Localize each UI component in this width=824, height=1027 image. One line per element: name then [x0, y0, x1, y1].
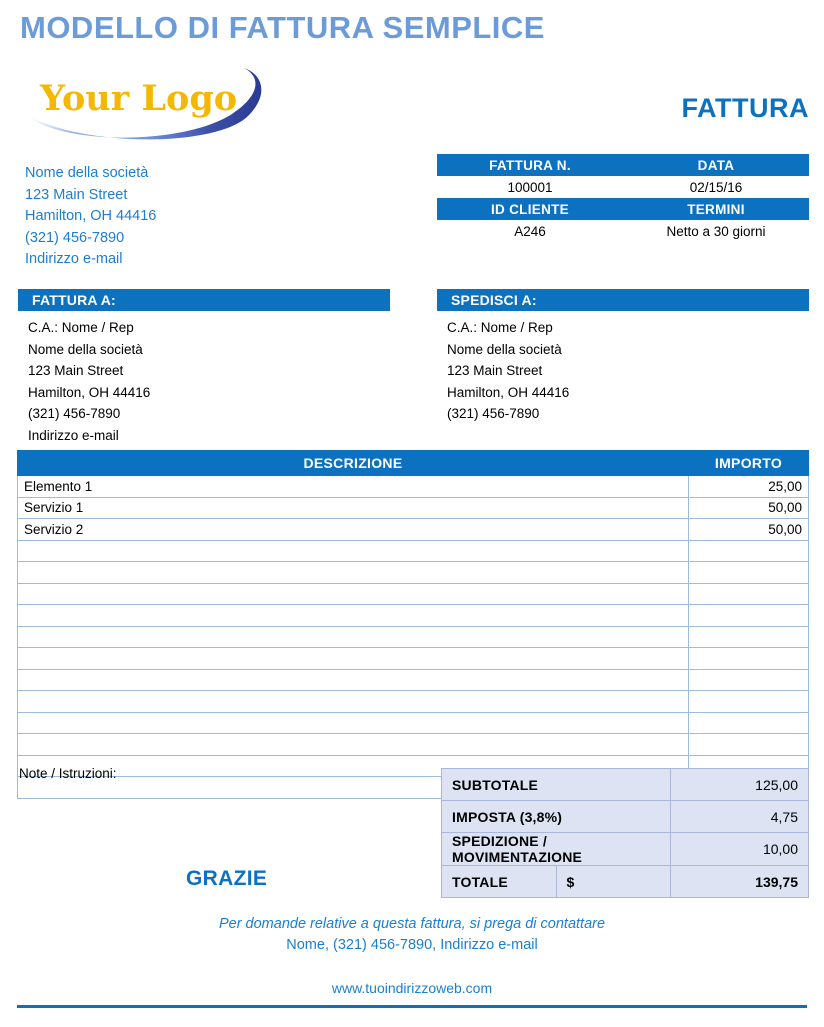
item-amount-cell[interactable]	[689, 734, 809, 756]
item-description-cell[interactable]	[18, 734, 689, 756]
table-row	[18, 562, 809, 584]
meta-value-row	[437, 176, 809, 198]
item-amount-cell[interactable]: 50,00	[689, 497, 809, 519]
tax-row	[442, 801, 809, 833]
line-items-head	[18, 451, 809, 476]
item-amount-cell[interactable]	[689, 562, 809, 584]
sender-line: Indirizzo e-mail	[25, 251, 123, 267]
ship-to-line[interactable]: 123 Main Street	[447, 363, 543, 378]
item-amount-cell[interactable]	[689, 605, 809, 627]
bill-to-body	[18, 311, 390, 446]
logo-text: Your Logo	[40, 78, 238, 119]
line-items-header-row	[18, 451, 809, 476]
table-row	[18, 669, 809, 691]
subtotal-label: SUBTOTALE	[442, 769, 671, 801]
item-amount-cell[interactable]	[689, 648, 809, 670]
bill-to-block	[18, 289, 390, 446]
meta-header-row-2	[437, 198, 809, 220]
table-row	[18, 734, 809, 756]
item-description-cell[interactable]	[18, 583, 689, 605]
item-description-cell[interactable]	[18, 648, 689, 670]
customer-id-label: ID CLIENTE	[437, 198, 623, 220]
table-row	[18, 540, 809, 562]
ship-to-line[interactable]: Hamilton, OH 44416	[447, 384, 570, 400]
terms-value[interactable]: Netto a 30 giorni	[623, 220, 809, 242]
totals-table	[441, 768, 809, 898]
item-description-cell[interactable]	[18, 626, 689, 648]
footer-contact-prompt: Per domande relative a questa fattura, si prega di contattare	[218, 916, 606, 932]
invoice-heading: FATTURA	[681, 93, 809, 123]
total-label: TOTALE	[442, 866, 557, 898]
company-logo	[22, 62, 292, 142]
invoice-date-value[interactable]: 02/15/16	[623, 176, 809, 198]
item-amount-cell[interactable]	[689, 691, 809, 713]
invoice-number-label: FATTURA N.	[437, 154, 623, 176]
meta-value-row-2	[437, 220, 809, 242]
table-row	[18, 497, 809, 519]
bill-to-line[interactable]: Nome della società	[28, 341, 143, 357]
item-amount-cell[interactable]	[689, 626, 809, 648]
footer-divider	[17, 1005, 807, 1008]
ship-to-line[interactable]: Nome della società	[447, 341, 562, 357]
sender-line: Nome della società	[25, 165, 149, 181]
tax-label: IMPOSTA (3,8%)	[442, 801, 671, 833]
subtotal-row	[442, 769, 809, 801]
table-row	[18, 605, 809, 627]
item-description-cell[interactable]: Servizio 1	[18, 497, 689, 519]
table-row	[18, 626, 809, 648]
bill-to-line[interactable]: 123 Main Street	[28, 363, 124, 378]
bill-to-line[interactable]: Indirizzo e-mail	[28, 427, 119, 443]
column-header-description: DESCRIZIONE	[18, 451, 689, 476]
sender-line: 123 Main Street	[25, 186, 128, 203]
table-row	[18, 583, 809, 605]
tax-value: 4,75	[671, 801, 809, 833]
sender-line: (321) 456-7890	[25, 229, 125, 246]
thank-you-text: GRAZIE	[186, 867, 268, 890]
line-items-table	[17, 450, 809, 799]
item-description-cell[interactable]	[18, 540, 689, 562]
footer-block	[0, 916, 824, 996]
invoice-number-value[interactable]: 100001	[437, 176, 623, 198]
item-amount-cell[interactable]	[689, 712, 809, 734]
logo-svg	[22, 62, 292, 142]
item-description-cell[interactable]	[18, 562, 689, 584]
bill-to-heading: FATTURA A:	[18, 289, 390, 311]
total-row	[442, 866, 809, 898]
item-description-cell[interactable]: Servizio 2	[18, 519, 689, 541]
ship-to-block	[437, 289, 809, 425]
item-description-cell[interactable]	[18, 691, 689, 713]
item-amount-cell[interactable]	[689, 583, 809, 605]
meta-header-row	[437, 154, 809, 176]
invoice-date-label: DATA	[623, 154, 809, 176]
shipping-value[interactable]: 10,00	[671, 833, 809, 866]
table-row	[18, 648, 809, 670]
ship-to-line[interactable]: C.A.: Nome / Rep	[447, 320, 553, 335]
page-title: MODELLO DI FATTURA SEMPLICE	[20, 10, 545, 45]
item-description-cell[interactable]	[18, 605, 689, 627]
shipping-row	[442, 833, 809, 866]
subtotal-value: 125,00	[671, 769, 809, 801]
sender-line: Hamilton, OH 44416	[25, 208, 157, 224]
footer-website[interactable]: www.tuoindirizzoweb.com	[331, 980, 493, 996]
item-description-cell[interactable]	[18, 669, 689, 691]
table-row	[18, 691, 809, 713]
column-header-amount: IMPORTO	[689, 451, 809, 476]
bill-to-line[interactable]: Hamilton, OH 44416	[28, 384, 151, 400]
item-amount-cell[interactable]	[689, 540, 809, 562]
item-amount-cell[interactable]: 50,00	[689, 519, 809, 541]
shipping-label: SPEDIZIONE / MOVIMENTAZIONE	[442, 833, 671, 866]
bill-to-line[interactable]: C.A.: Nome / Rep	[28, 320, 134, 335]
item-description-cell[interactable]: Elemento 1	[18, 476, 689, 498]
table-row	[18, 712, 809, 734]
table-row	[18, 519, 809, 541]
total-value: 139,75	[671, 866, 809, 898]
ship-to-line[interactable]: (321) 456-7890	[447, 406, 540, 421]
invoice-meta-table	[437, 154, 809, 242]
item-amount-cell[interactable]	[689, 669, 809, 691]
ship-to-body	[437, 311, 809, 425]
item-amount-cell[interactable]: 25,00	[689, 476, 809, 498]
notes-label: Note / Istruzioni:	[19, 766, 117, 781]
sender-address-block	[25, 163, 156, 271]
item-description-cell[interactable]	[18, 712, 689, 734]
ship-to-heading: SPEDISCI A:	[437, 289, 809, 311]
line-items-body	[18, 476, 809, 799]
total-currency-symbol: $	[556, 866, 671, 898]
terms-label: TERMINI	[623, 198, 809, 220]
customer-id-value[interactable]: A246	[437, 220, 623, 242]
footer-contact-details: Nome, (321) 456-7890, Indirizzo e-mail	[286, 937, 538, 953]
bill-to-line[interactable]: (321) 456-7890	[28, 406, 121, 421]
table-row	[18, 476, 809, 498]
